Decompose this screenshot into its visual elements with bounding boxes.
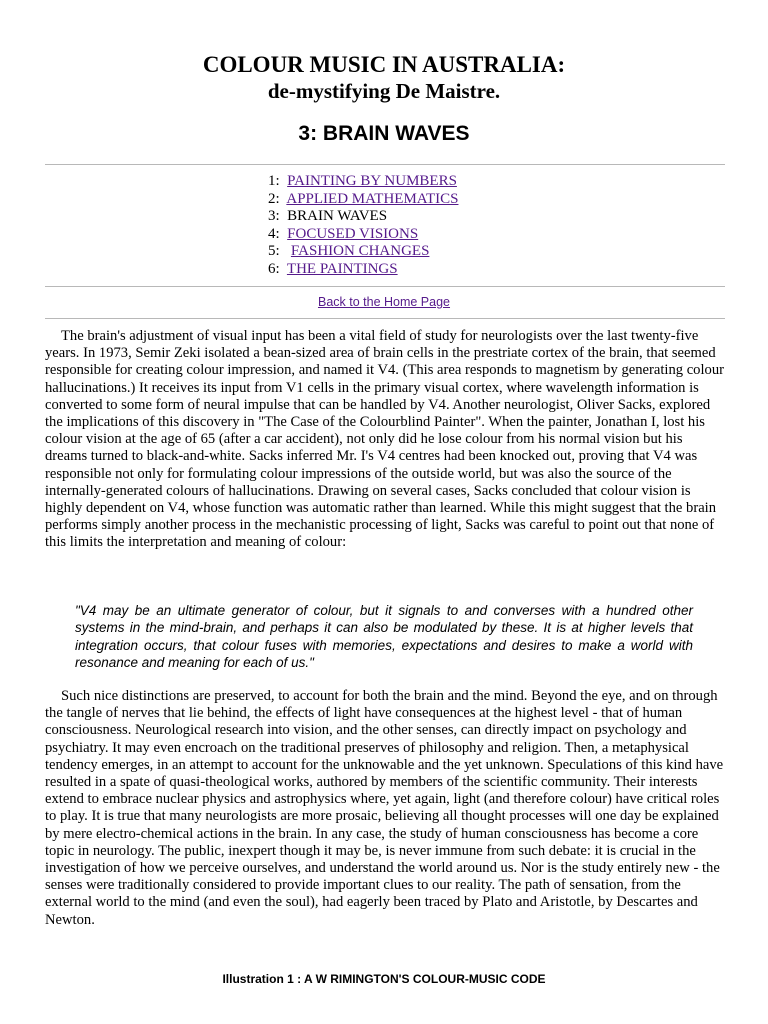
divider-bottom — [45, 318, 725, 319]
toc-number: 3: — [268, 208, 280, 224]
page-title: COLOUR MUSIC IN AUSTRALIA: — [202, 52, 566, 77]
block-quote: "V4 may be an ultimate generator of colour, but it signals to and converses with a hundred other systems in the mind-brain, and perhaps it can also be modulated by these. It is at higher levels that integration occurs, that colour fuses with memories, expectations and desires to make a world with resonance and meaning for each of us." — [75, 603, 693, 671]
illustration-caption: Illustration 1 : A W RIMINGTON'S COLOUR-MUSIC CODE — [222, 972, 546, 986]
back-link-row — [0, 295, 768, 309]
toc-link-the-paintings[interactable]: THE PAINTINGS — [286, 260, 398, 277]
divider-top — [45, 164, 725, 165]
body-paragraph-2: Such nice distinctions are preserved, to account for both the brain and the mind. Beyond the eye, and on through the tangle of nerves that lie behind, the effects of light have consequences at the highest level - that of human consciousness. Neurological research into vision, and the other senses, can directly impact on psychology and psychiatry. It may even encroach on the traditional preserves of philosophy and religion. Then, a metaphysical tendency emerges, in an attempt to account for the unknowable and the yet unknown. Speculations of this kind have resulted in a spate of quasi-theological works, authored by members of the scientific community. Their interests extend to embrace nuclear physics and astrophysics where, yet again, light (and therefore colour) have critical roles to play. It is true that many neurologists are more prosaic, believing all thought processes will one day be explained by mere electro-chemical actions in the brain. In any case, the study of human consciousness has become a core topic in neurology. The public, inexpert though it may be, is never immune from such debate: it is crucial in the investigation of how we perceive ourselves, and understand the world around us. Nor is the study entirely new - the senses were traditionally considered to provide important clues to our reality. The path of sensation, from the external world to the mind (and even the soul), had eagerly been traced by Plato and Aristotle, by Descartes and Newton. — [45, 688, 724, 928]
toc-number: 6: — [268, 260, 280, 277]
divider-middle — [45, 286, 725, 287]
toc-link-fashion-changes[interactable]: FASHION CHANGES — [290, 243, 430, 259]
toc-number: 4: — [268, 225, 280, 242]
toc-item-5 — [268, 243, 458, 261]
toc-item-3 — [268, 208, 458, 226]
toc-number: 2: — [268, 190, 280, 207]
page-subtitle: de-mystifying De Maistre. — [267, 79, 501, 103]
toc-item-2 — [268, 191, 458, 209]
toc-link-focused-visions[interactable]: FOCUSED VISIONS — [287, 225, 419, 242]
toc-link-painting-by-numbers[interactable]: PAINTING BY NUMBERS — [287, 173, 457, 189]
toc-item-1 — [268, 173, 458, 191]
body-paragraph-1: The brain's adjustment of visual input has been a vital field of study for neurologists over the last twenty-five years. In 1973, Semir Zeki isolated a bean-sized area of brain cells in the prestriate cortex of the brain, that seemed responsible for creating colour impression, and named it V4. (This area responds to magnetism by generating colour hallucinations.) It receives its input from V1 cells in the primary visual cortex, where wavelength information is converted to some form of neural impulse that can be handled by V4. Another neurologist, Oliver Sacks, explored the implications of this discovery in "The Case of the Colourblind Painter". When the painter, Jonathan I, lost his colour vision at the age of 65 (after a car accident), not only did he lose colour from his normal vision but his dreams turned to black-and-white. Sacks inferred Mr. I's V4 centres had been knocked out, proving that V4 was responsible not only for formulating colour impressions of the outside world, but was also the source of the internally-generated colours of hallucinations. Drawing on several cases, Sacks concluded that colour vision is highly dependent on V4, whose function was automatic rather than learned. While this might suggest that the brain performs simply another process in the mechanistic processing of light, Sacks was careful to point out that none of this limits the interpretation and meaning of colour: — [45, 328, 724, 551]
table-of-contents — [268, 173, 458, 278]
back-to-home-link[interactable]: Back to the Home Page — [317, 295, 451, 309]
toc-number: 5: — [268, 243, 280, 259]
toc-item-6 — [268, 261, 458, 279]
toc-current-brain-waves: BRAIN WAVES — [287, 208, 388, 224]
toc-link-applied-mathematics[interactable]: APPLIED MATHEMATICS — [286, 190, 459, 207]
chapter-heading: 3: BRAIN WAVES — [298, 122, 470, 145]
toc-number: 1: — [268, 173, 280, 189]
toc-item-4 — [268, 226, 458, 244]
